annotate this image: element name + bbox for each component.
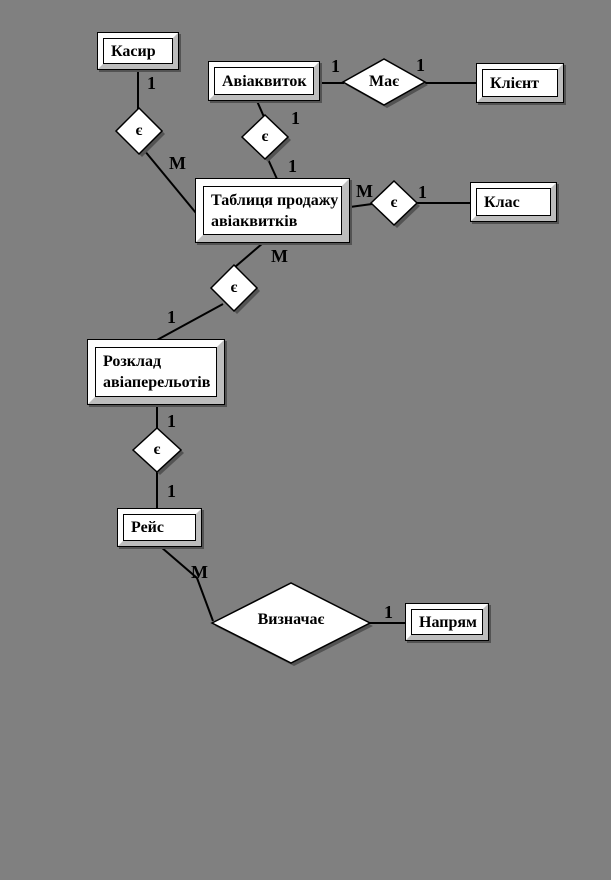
cardinality-reis-1: 1 xyxy=(167,481,176,501)
cardinality-tablytsia-m-left: М xyxy=(169,153,186,173)
relationship-ye-1-label: є xyxy=(135,122,143,139)
entity-klas-label: Клас xyxy=(484,193,520,211)
connector-tablytsia-ye4 xyxy=(235,243,263,267)
entity-tablytsia-label-line1: Таблиця продажу xyxy=(211,191,339,209)
relationship-ye-2-label: є xyxy=(261,128,269,145)
cardinality-tablytsia-m-right: М xyxy=(356,181,373,201)
cardinality-reis-m: М xyxy=(191,562,208,582)
entity-kasyr-label: Касир xyxy=(111,42,156,60)
relationship-diamond-ye-3[interactable] xyxy=(371,181,417,225)
cardinality-maie-right-1: 1 xyxy=(416,55,425,75)
connector-ye4-rozklad xyxy=(157,304,223,340)
entity-kasyr[interactable] xyxy=(97,32,179,70)
relationship-vyznachaie-label: Визначає xyxy=(257,611,325,628)
cardinality-kasyr-1: 1 xyxy=(147,73,156,93)
cardinality-maie-left-1: 1 xyxy=(331,56,340,76)
connector-ye1-tablytsia xyxy=(144,150,196,213)
relationship-ye-3-label: є xyxy=(390,194,398,211)
cardinality-tablytsia-1-top: 1 xyxy=(288,156,297,176)
entity-aviakvytok-label: Авіаквиток xyxy=(222,72,307,90)
entity-tablytsia[interactable] xyxy=(195,178,350,243)
entity-rozklad-label-line2: авіаперельотів xyxy=(103,374,211,391)
entity-klient-label: Клієнт xyxy=(490,74,540,92)
cardinality-tablytsia-m-bottom: М xyxy=(271,246,288,266)
relationship-ye-4-label: є xyxy=(230,279,238,296)
relationship-diamond-ye-4[interactable] xyxy=(211,265,257,311)
entity-rozklad[interactable] xyxy=(87,339,225,405)
entity-klas[interactable] xyxy=(470,182,557,222)
entity-reis[interactable] xyxy=(117,508,202,547)
connector-aviakvytok-ye2 xyxy=(257,101,264,117)
entity-rozklad-label-line1: Розклад xyxy=(103,353,162,370)
relationship-diamond-maie[interactable] xyxy=(343,59,425,105)
connector-tablytsia-ye3 xyxy=(350,204,372,207)
entity-reis-label: Рейс xyxy=(131,519,164,536)
relationship-diamond-ye-1[interactable] xyxy=(116,108,162,154)
cardinality-rozklad-1-top: 1 xyxy=(167,307,176,327)
cardinality-rozklad-1-bottom: 1 xyxy=(167,411,176,431)
entity-napriam[interactable] xyxy=(405,603,489,641)
cardinality-klas-1: 1 xyxy=(418,182,427,202)
entity-klient[interactable] xyxy=(476,63,564,103)
relationship-ye-5-label: є xyxy=(153,441,161,458)
relationship-diamond-vyznachaie[interactable] xyxy=(212,583,370,663)
cardinality-aviakvytok-1: 1 xyxy=(291,108,300,128)
connector-reis-vyznachaie xyxy=(161,547,213,621)
entity-aviakvytok[interactable] xyxy=(208,61,320,101)
relationship-diamond-ye-2[interactable] xyxy=(242,115,288,159)
cardinality-napriam-1: 1 xyxy=(384,602,393,622)
entity-napriam-label: Напрям xyxy=(419,613,477,631)
entity-tablytsia-label-line2: авіаквитків xyxy=(211,212,298,230)
relationship-diamond-ye-5[interactable] xyxy=(133,428,181,472)
relationship-maie-label: Має xyxy=(368,73,399,90)
